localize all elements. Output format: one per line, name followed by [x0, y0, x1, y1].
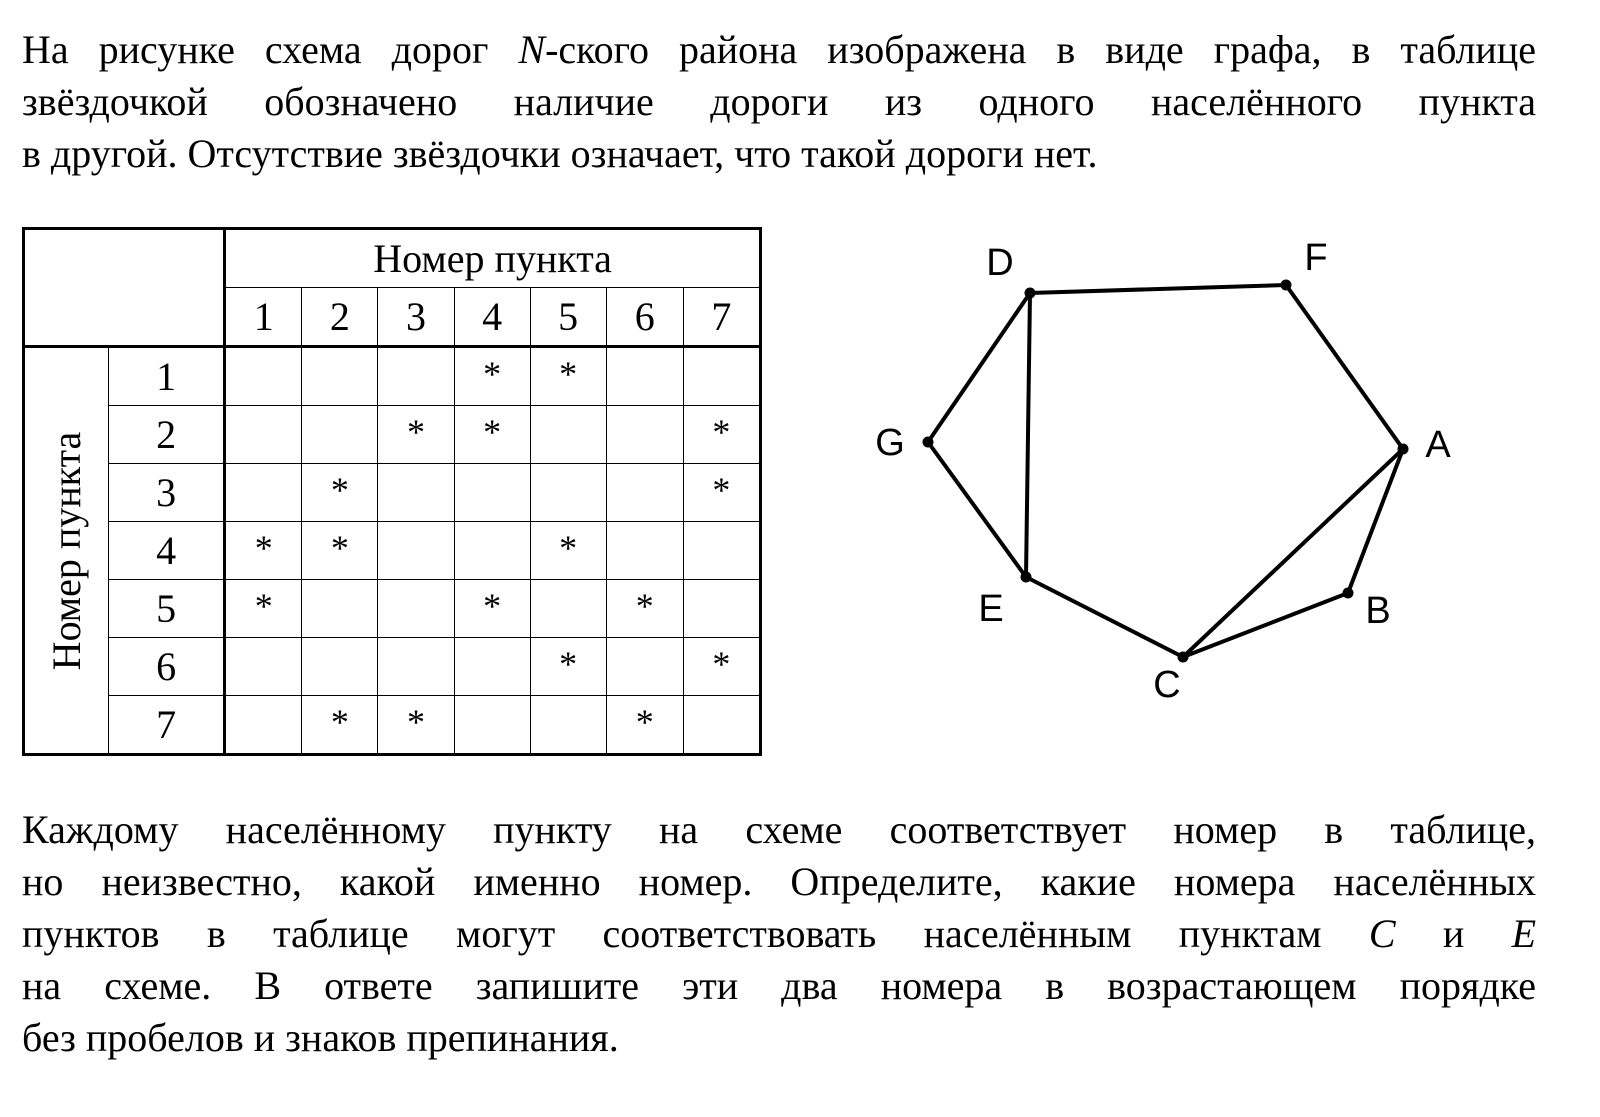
table-cell — [683, 522, 760, 580]
table-cell — [606, 580, 683, 638]
table-cell — [378, 522, 454, 580]
table-cell — [454, 347, 530, 406]
road-mark: * — [483, 411, 502, 452]
table-row — [24, 696, 761, 755]
table-cell — [530, 464, 606, 522]
table-cell — [606, 522, 683, 580]
road-graph — [860, 225, 1500, 715]
graph-node-G — [923, 437, 934, 448]
table-cell — [302, 464, 378, 522]
road-mark: * — [254, 527, 273, 568]
table-cell — [225, 406, 302, 464]
row-header-cell: 3 — [109, 464, 225, 522]
intro-line-2: звёздочкой обозначено наличие дороги из одного населённого пункта — [22, 79, 1536, 124]
graph-node-C — [1178, 652, 1189, 663]
graph-edge-B-A — [1348, 449, 1403, 593]
column-header-cell: 1 — [225, 288, 302, 347]
column-header-cell: 2 — [302, 288, 378, 347]
table-row — [24, 580, 761, 638]
graph-edge-D-E — [1026, 293, 1030, 577]
table-cell — [530, 522, 606, 580]
column-axis-title: Номер пункта — [225, 229, 761, 288]
table-cell — [454, 696, 530, 755]
table-cell — [378, 347, 454, 406]
graph-edge-D-F — [1030, 285, 1286, 293]
table-cell — [378, 696, 454, 755]
road-mark: * — [330, 469, 349, 510]
table-cell — [302, 347, 378, 406]
table-cell — [225, 522, 302, 580]
question-line-2: но неизвестно, какой именно номер. Определите, какие номера населённых — [22, 859, 1536, 904]
table-cell — [454, 522, 530, 580]
table-cell — [530, 347, 606, 406]
table-cell — [225, 696, 302, 755]
graph-node-label: D — [986, 242, 1014, 284]
road-mark: * — [483, 353, 502, 394]
table-row — [24, 347, 761, 406]
row-header-cell: 4 — [109, 522, 225, 580]
graph-node-E — [1021, 572, 1032, 583]
graph-node-label: B — [1365, 590, 1391, 632]
table-cell — [225, 347, 302, 406]
graph-edge-D-G — [928, 293, 1030, 442]
table-cell — [683, 347, 760, 406]
road-mark: * — [483, 585, 502, 626]
table-cell — [378, 580, 454, 638]
table-row — [24, 638, 761, 696]
question-paragraph — [22, 804, 1536, 1064]
graph-node-label: G — [875, 422, 905, 464]
question-line-3: пунктов в таблице могут соответствовать населённым пунктам C и E — [22, 911, 1537, 956]
table-cell — [683, 580, 760, 638]
question-line-1: Каждому населённому пункту на схеме соответствует номер в таблице, — [22, 807, 1536, 852]
road-mark: * — [559, 527, 578, 568]
intro-line-3: в другой. Отсутствие звёздочки означает, что такой дороги нет. — [22, 131, 1098, 176]
road-mark: * — [559, 353, 578, 394]
road-mark: * — [712, 469, 731, 510]
graph-node-B — [1343, 588, 1354, 599]
road-mark: * — [406, 411, 425, 452]
table-cell — [302, 696, 378, 755]
row-header-cell: 7 — [109, 696, 225, 755]
intro-line-1: На рисунке схема дорог N-ского района изображена в виде графа, в таблице — [22, 27, 1537, 72]
table-cell — [530, 696, 606, 755]
graph-node-label: C — [1153, 664, 1181, 706]
question-line-5: без пробелов и знаков препинания. — [22, 1015, 619, 1060]
road-mark: * — [254, 585, 273, 626]
road-mark: * — [406, 701, 425, 742]
row-header-cell: 1 — [109, 347, 225, 406]
table-row — [24, 464, 761, 522]
row-header-cell: 6 — [109, 638, 225, 696]
table-cell — [683, 638, 760, 696]
column-header-cell: 4 — [454, 288, 530, 347]
table-cell — [225, 638, 302, 696]
graph-node-A — [1398, 444, 1409, 455]
column-header-cell: 5 — [530, 288, 606, 347]
row-axis-title-cell — [24, 347, 109, 755]
column-header-cell: 3 — [378, 288, 454, 347]
table-cell — [302, 580, 378, 638]
table-cell — [454, 638, 530, 696]
question-line-4: на схеме. В ответе запишите эти два номера в возрастающем порядке — [22, 963, 1536, 1008]
table-cell — [606, 464, 683, 522]
table-cell — [606, 406, 683, 464]
table-cell — [454, 580, 530, 638]
table-cell — [378, 638, 454, 696]
graph-edge-E-C — [1026, 577, 1183, 657]
road-mark: * — [635, 701, 654, 742]
table-cell — [225, 580, 302, 638]
column-header-cell: 6 — [606, 288, 683, 347]
table-cell — [454, 464, 530, 522]
graph-edge-G-E — [928, 442, 1026, 577]
graph-node-F — [1281, 280, 1292, 291]
table-cell — [683, 464, 760, 522]
road-mark: * — [330, 527, 349, 568]
table-row — [24, 406, 761, 464]
road-mark: * — [330, 701, 349, 742]
table-cell — [302, 638, 378, 696]
road-mark: * — [635, 585, 654, 626]
table-cell — [530, 638, 606, 696]
table-cell — [606, 696, 683, 755]
graph-edge-C-B — [1183, 593, 1348, 657]
road-mark: * — [712, 411, 731, 452]
table-cell — [683, 696, 760, 755]
table-cell — [302, 406, 378, 464]
table-cell — [378, 464, 454, 522]
road-mark: * — [559, 643, 578, 684]
row-axis-title: Номер пункта — [43, 431, 89, 670]
graph-edge-F-A — [1286, 285, 1403, 449]
adjacency-table — [22, 227, 762, 756]
table-cell — [454, 406, 530, 464]
road-mark: * — [712, 643, 731, 684]
table-row — [24, 522, 761, 580]
graph-node-label: F — [1304, 237, 1328, 279]
table-cell — [606, 638, 683, 696]
table-cell — [225, 464, 302, 522]
graph-node-label: E — [978, 588, 1004, 630]
graph-node-D — [1025, 288, 1036, 299]
graph-node-label: A — [1425, 424, 1451, 466]
table-cell — [378, 406, 454, 464]
table-cell — [683, 406, 760, 464]
table-cell — [530, 580, 606, 638]
table-cell — [302, 522, 378, 580]
row-header-cell: 5 — [109, 580, 225, 638]
row-header-cell: 2 — [109, 406, 225, 464]
table-cell — [530, 406, 606, 464]
table-corner — [24, 229, 225, 347]
table-cell — [606, 347, 683, 406]
column-header-cell: 7 — [683, 288, 760, 347]
intro-paragraph — [22, 24, 1536, 180]
